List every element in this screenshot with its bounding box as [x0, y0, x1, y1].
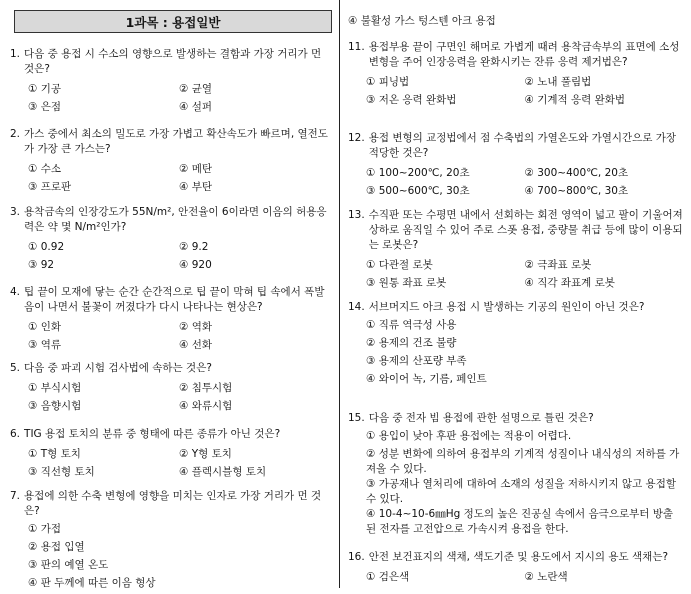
option-3[interactable]: ③ 가공재나 열처리에 대하여 소재의 성질을 저하시키지 않고 용접할 수 있다. — [366, 478, 676, 505]
option-2[interactable]: ② 노란색 — [524, 570, 568, 583]
option-2[interactable]: ② 노내 풀림법 — [524, 75, 592, 88]
option-1[interactable]: ① 피닝법 — [366, 75, 410, 88]
option-2[interactable]: ② 용접 입열 — [28, 541, 85, 553]
question-13 — [348, 208, 683, 292]
option-1[interactable]: ① 인화 — [28, 320, 62, 333]
question-text: 팁 끝이 모재에 닿는 순간 순간적으로 팁 끝이 막혀 팁 속에서 폭발음이 나면서 불꽃이 꺼졌다가 다시 나타나는 현상은? — [24, 286, 325, 313]
option-4[interactable]: ④ 설퍼 — [179, 100, 213, 113]
question-5 — [10, 361, 330, 415]
option-1[interactable]: ① T형 토치 — [28, 447, 81, 460]
option-3[interactable]: ③ 원통 좌표 로봇 — [366, 276, 447, 289]
question-text: 용접에 의한 수축 변형에 영향을 미치는 인자로 가장 거리가 먼 것은? — [24, 490, 322, 517]
option-4[interactable]: ④ 920 — [179, 258, 212, 271]
question-number: 13. — [348, 209, 365, 221]
option-3[interactable]: ③ 직선형 토치 — [28, 465, 95, 478]
question-text: 다음 중 용접 시 수소의 영향으로 발생하는 결함과 가장 거리가 먼 것은? — [24, 48, 322, 75]
option-3[interactable]: ③ 500~600℃, 30초 — [366, 184, 470, 197]
question-14 — [348, 300, 683, 390]
question-text: 다음 중 전자 빔 용접에 관한 설명으로 틀린 것은? — [368, 412, 594, 424]
question-text: 용접부용 끝이 구면인 해머로 가볍게 때려 용착금속부의 표면에 소성변형을 주어 인장응력을 완화시키는 잔류 응력 제거법은? — [368, 41, 680, 68]
question-number: 1. — [10, 48, 21, 60]
left-column — [10, 0, 330, 589]
option-1[interactable]: ① 0.92 — [28, 240, 65, 253]
question-number: 12. — [348, 132, 365, 144]
option-4[interactable]: ④ 불활성 가스 텅스텐 아크 용접 — [348, 14, 496, 27]
question-text: 다음 중 파괴 시험 검사법에 속하는 것은? — [24, 362, 212, 374]
option-4[interactable]: ④ 10-4~10-6㎜Hg 정도의 높은 진공실 속에서 음극으로부터 방출된 전자를 고전압으로 가속시켜 용접을 한다. — [366, 508, 674, 535]
question-number: 14. — [348, 301, 365, 313]
question-number: 6. — [10, 428, 21, 440]
option-1[interactable]: ① 다관절 로봇 — [366, 258, 433, 271]
option-1[interactable]: ① 직류 역극성 사용 — [366, 319, 457, 331]
option-2[interactable]: ② 9.2 — [179, 240, 209, 253]
question-2 — [10, 127, 330, 196]
option-3[interactable]: ③ 음향시험 — [28, 399, 82, 412]
question-6 — [10, 427, 330, 481]
option-1[interactable]: ① 가접 — [28, 523, 62, 535]
question-11 — [348, 40, 683, 109]
option-4[interactable]: ④ 와류시험 — [179, 399, 233, 412]
section-title: 1과목 : 용접일반 — [14, 10, 332, 33]
option-2[interactable]: ② 300~400℃, 20초 — [524, 166, 629, 179]
question-15 — [348, 411, 683, 537]
question-10-continued — [348, 9, 683, 30]
option-4[interactable]: ④ 부탄 — [179, 180, 213, 193]
option-3[interactable]: ③ 92 — [28, 258, 55, 271]
option-4[interactable]: ④ 직각 좌표계 로봇 — [524, 276, 615, 289]
question-text: 용접 변형의 교정법에서 점 수축법의 가열온도와 가열시간으로 가장 적당한 것은? — [368, 132, 677, 159]
option-1[interactable]: ① 수소 — [28, 162, 62, 175]
question-text: 가스 중에서 최소의 밀도로 가장 가볍고 확산속도가 빠르며, 열전도가 가장 큰 가스는? — [24, 128, 328, 155]
question-16 — [348, 550, 683, 586]
option-3[interactable]: ③ 용제의 산포량 부족 — [366, 355, 467, 367]
question-text: 용착금속의 인장강도가 55N/m², 안전율이 6이라면 이음의 허용응력은 약 몇 N/m²인가? — [24, 206, 327, 233]
option-3[interactable]: ③ 판의 예열 온도 — [28, 559, 109, 571]
option-3[interactable]: ③ 은점 — [28, 100, 62, 113]
option-1[interactable]: ① 부식시험 — [28, 381, 82, 394]
question-3 — [10, 205, 330, 274]
question-number: 15. — [348, 412, 365, 424]
question-1 — [10, 47, 330, 116]
option-2[interactable]: ② 균열 — [179, 82, 213, 95]
column-divider — [339, 0, 340, 588]
option-3[interactable]: ③ 역류 — [28, 338, 62, 351]
option-4[interactable]: ④ 플렉시블형 토치 — [179, 465, 267, 478]
question-number: 5. — [10, 362, 21, 374]
option-1[interactable]: ① 용입이 낮아 후판 용접에는 적용이 어렵다. — [366, 430, 572, 442]
question-text: TIG 용접 토치의 분류 중 형태에 따른 종류가 아닌 것은? — [24, 428, 281, 440]
option-2[interactable]: ② 침투시험 — [179, 381, 233, 394]
option-1[interactable]: ① 100~200℃, 20초 — [366, 166, 470, 179]
question-number: 3. — [10, 206, 21, 218]
question-7 — [10, 489, 330, 594]
question-number: 11. — [348, 41, 365, 53]
option-4[interactable]: ④ 700~800℃, 30초 — [524, 184, 629, 197]
option-2[interactable]: ② 성분 변화에 의하여 용접부의 기계적 성질이나 내식성의 저하를 가져올 수 있다. — [366, 448, 680, 475]
question-number: 2. — [10, 128, 21, 140]
option-3[interactable]: ③ 프로판 — [28, 180, 72, 193]
option-1[interactable]: ① 기공 — [28, 82, 62, 95]
question-12 — [348, 131, 683, 200]
option-4[interactable]: ④ 판 두께에 따른 이음 형상 — [28, 577, 156, 589]
option-4[interactable]: ④ 기계적 응력 완화법 — [524, 93, 626, 106]
question-number: 16. — [348, 551, 365, 563]
question-text: 안전 보건표지의 색채, 색도기준 및 용도에서 지시의 용도 색채는? — [368, 551, 669, 563]
option-1[interactable]: ① 검은색 — [366, 570, 410, 583]
question-4 — [10, 285, 330, 354]
question-number: 7. — [10, 490, 21, 502]
option-2[interactable]: ② 역화 — [179, 320, 213, 333]
option-2[interactable]: ② Y형 토치 — [179, 447, 232, 460]
option-2[interactable]: ② 극좌표 로봇 — [524, 258, 592, 271]
option-4[interactable]: ④ 와이어 녹, 기름, 페인트 — [366, 373, 487, 385]
option-2[interactable]: ② 용제의 건조 불량 — [366, 337, 457, 349]
option-4[interactable]: ④ 선화 — [179, 338, 213, 351]
option-2[interactable]: ② 메탄 — [179, 162, 213, 175]
option-3[interactable]: ③ 저온 응력 완화법 — [366, 93, 457, 106]
question-text: 서브머지드 아크 용접 시 발생하는 기공의 원인이 아닌 것은? — [368, 301, 645, 313]
question-text: 수직판 또는 수평면 내에서 선회하는 회전 영역이 넓고 팔이 기울어져 상하로 움직일 수 있어 주로 스폿 용접, 중량물 취급 등에 많이 이용되는 로봇은? — [368, 209, 683, 251]
question-number: 4. — [10, 286, 21, 298]
